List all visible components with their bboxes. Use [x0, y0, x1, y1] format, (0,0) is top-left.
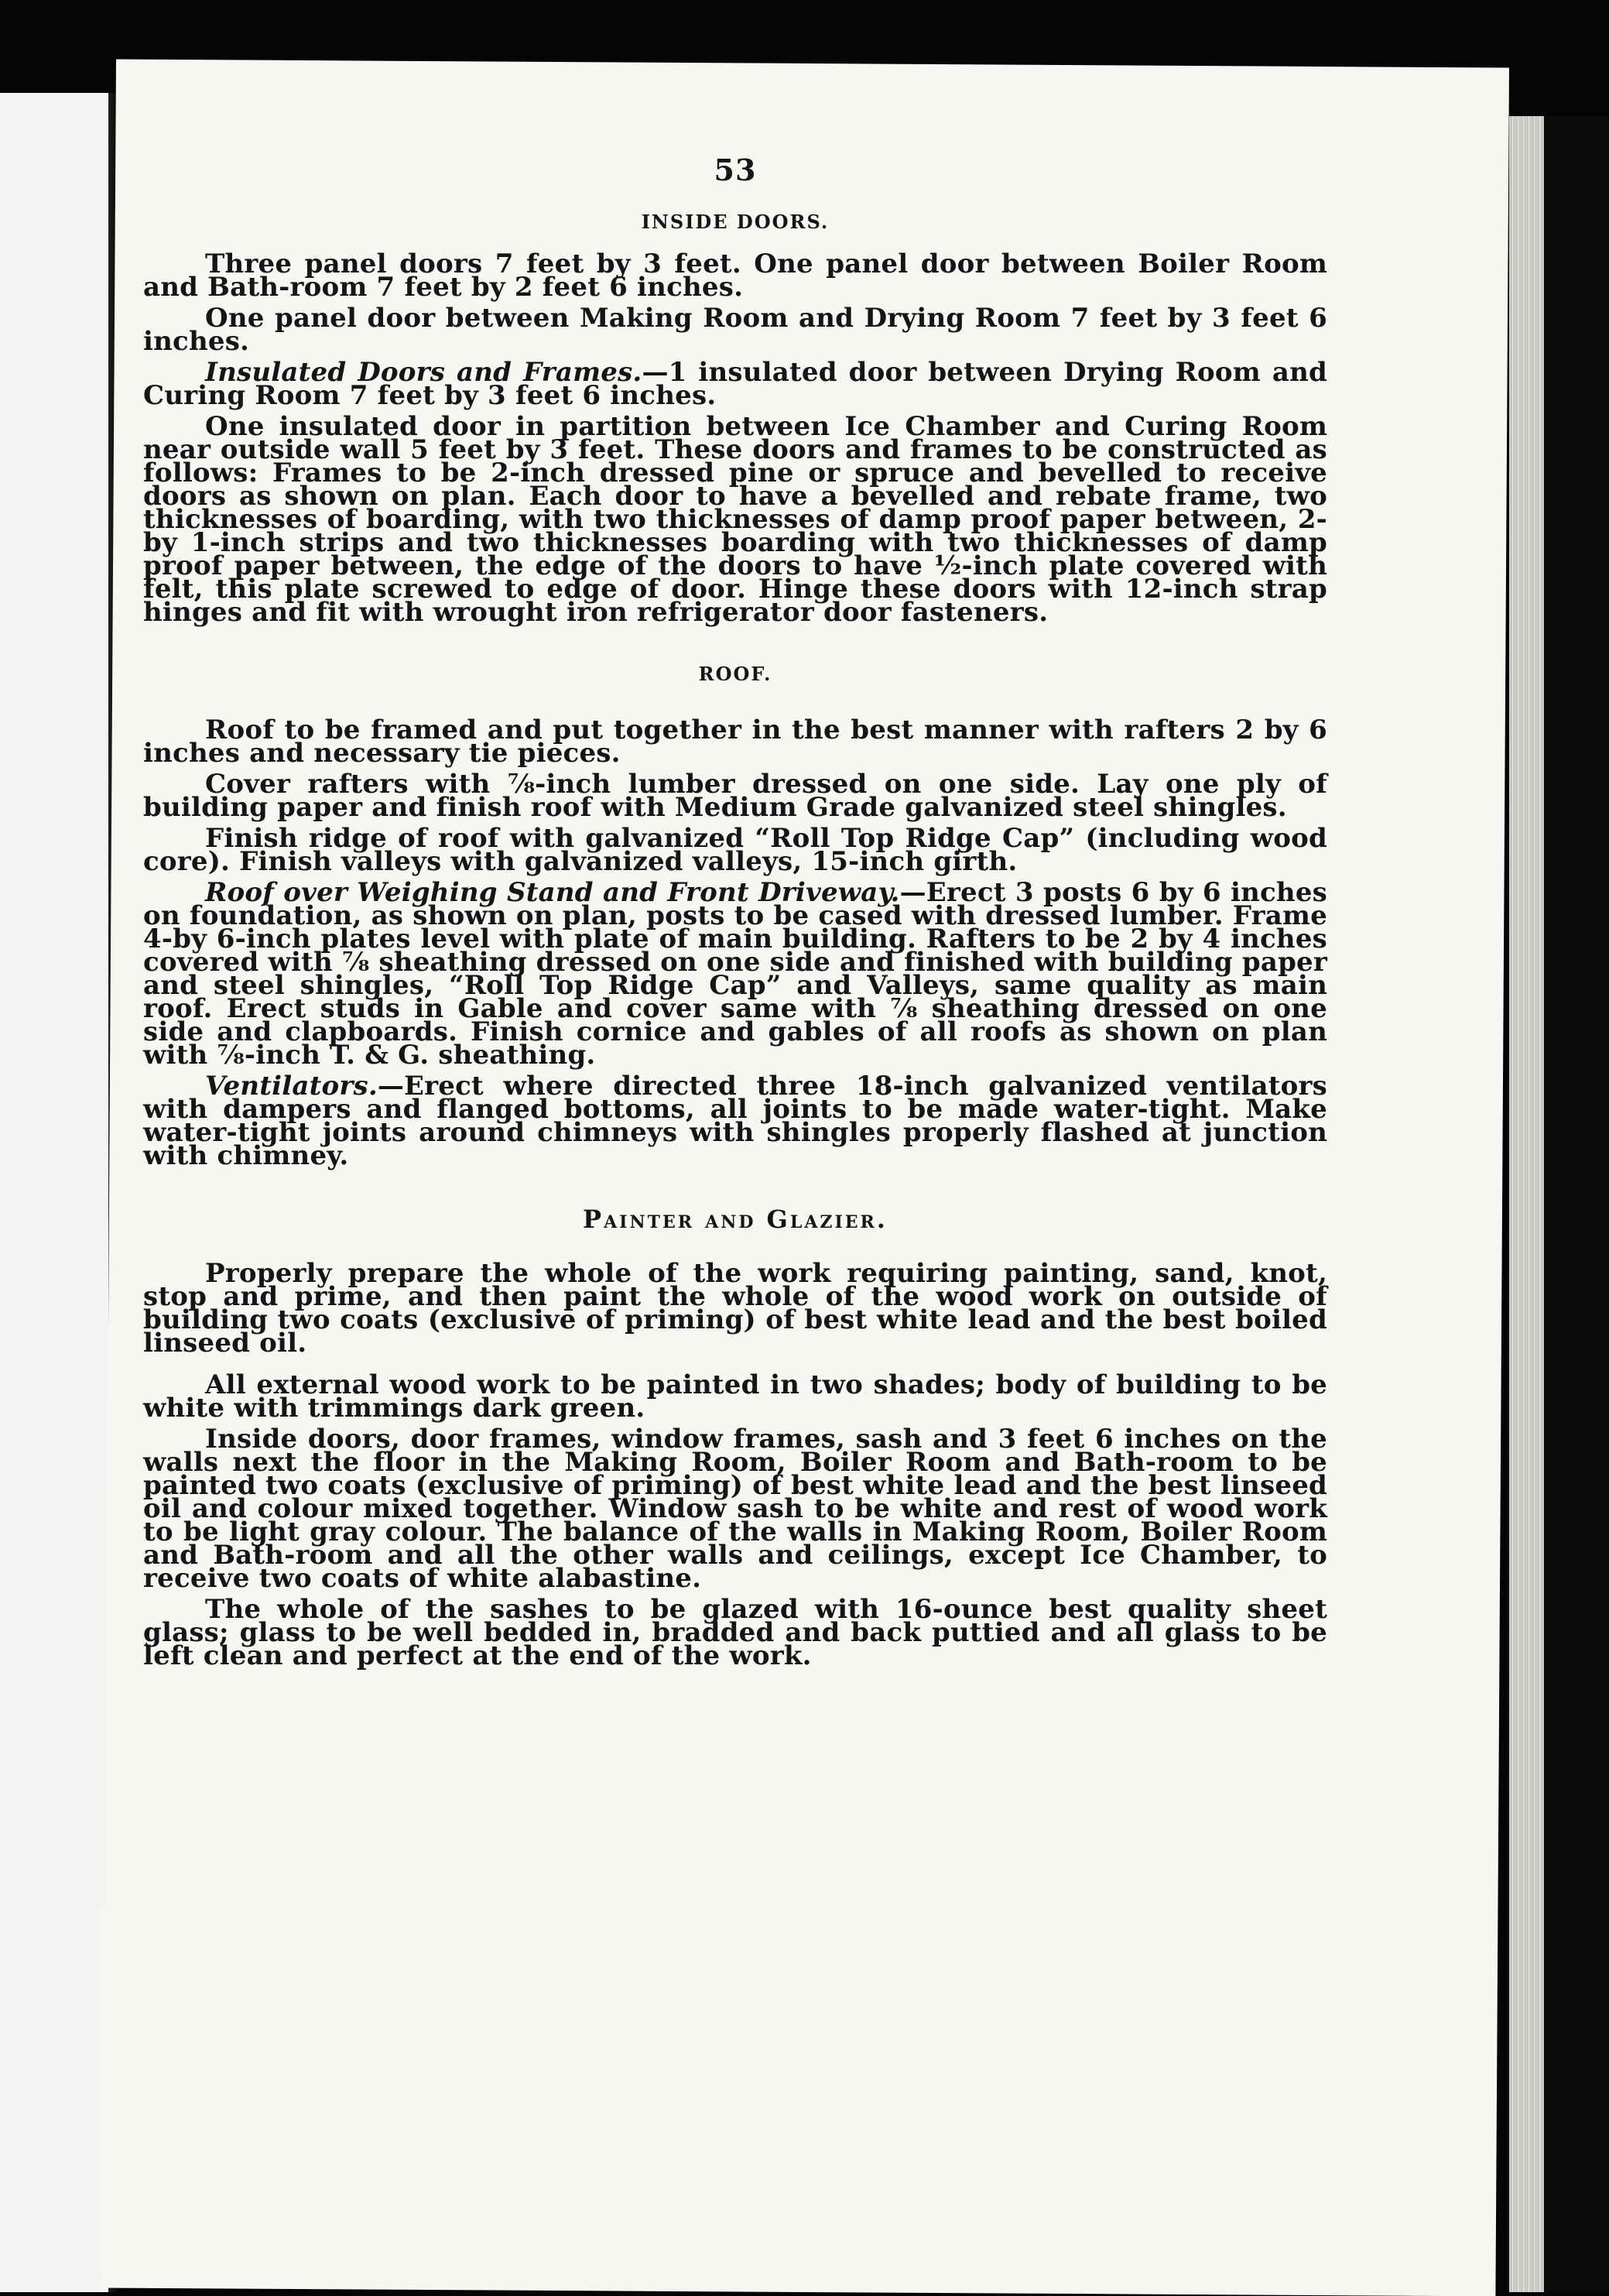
paragraph-text: Cover rafters with ⅞-inch lumber dressed on one side. Lay one ply of building paper and finish roof with Medium Grade galvanized steel shingles.: [143, 769, 1327, 823]
paragraph-text: Roof to be framed and put together in the best manner with rafters 2 by 6 inches and necessary tie pieces.: [143, 715, 1327, 769]
paragraph: [143, 823, 1327, 877]
page-number: 53: [714, 152, 757, 187]
paragraph-text: Three panel doors 7 feet by 3 feet. One panel door between Boiler Room and Bath-room 7 feet by 2 feet 6 inches.: [143, 248, 1327, 303]
paragraph: [143, 1594, 1327, 1671]
paragraph-lead: Ventilators.: [205, 1071, 378, 1102]
paragraph: [143, 1258, 1327, 1359]
paragraph: [143, 248, 1327, 303]
paragraph-text: Properly prepare the whole of the work requiring painting, sand, knot, stop and prime, and then paint the whole of the wood work on outside of building two coats (exclusive of priming) of best white lead and the best boiled linseed oil.: [143, 1258, 1327, 1359]
paragraph: [143, 1424, 1327, 1594]
paragraph: [143, 769, 1327, 823]
paragraph-text: One insulated door in partition between Ice Chamber and Curing Room near outside wall 5 feet by 3 feet. These doors and frames to be constructed as follows: Frames to be 2-inch dressed pine or spruce and bevelled to receive doors as shown on plan. Each door to have a bevelled and rebate frame, two thicknesses of boarding, with two thicknesses of damp proof paper between, 2-by 1-inch strips and two thicknesses boarding with two thicknesses of damp proof paper between, the edge of the doors to have ½-inch plate covered with felt, this plate screwed to edge of door. Hinge these doors with 12-inch strap hinges and fit with wrought iron refrigerator door fasteners.: [143, 411, 1327, 628]
paragraph-text: Finish ridge of roof with galvanized “Roll Top Ridge Cap” (including wood core). Finish valleys with galvanized valleys, 15-inch girth.: [143, 823, 1327, 877]
paragraph-text: All external wood work to be painted in two shades; body of building to be white with trimmings dark green.: [143, 1369, 1327, 1424]
section-heading-inside-doors: INSIDE DOORS.: [641, 211, 830, 233]
paragraph: [143, 1369, 1327, 1424]
page-content: [143, 152, 1327, 1675]
paragraph: [143, 715, 1327, 769]
paragraph-lead: Roof over Weighing Stand and Front Driveway.: [205, 877, 900, 908]
paragraph-text: —Erect where directed three 18-inch galvanized ventilators with dampers and flanged bottoms, all joints to be made water-tight. Make water-tight joints around chimneys with shingles properly flashed at junction with chimney.: [143, 1071, 1327, 1171]
paragraph-text: Inside doors, door frames, window frames, sash and 3 feet 6 inches on the walls next the floor in the Making Room, Boiler Room and Bath-room to be painted two coats (exclusive of priming) of best white lead and the best linseed oil and colour mixed together. Window sash to be white and rest of wood work to be light gray colour. The balance of the walls in Making Room, Boiler Room and Bath-room and all the other walls and ceilings, except Ice Chamber, to receive two coats of white alabastine.: [143, 1424, 1327, 1594]
paragraph: [143, 411, 1327, 628]
section-heading-painter-and-glazier: Painter and Glazier.: [583, 1205, 888, 1234]
paragraph-text: The whole of the sashes to be glazed with 16-ounce best quality sheet glass; glass to be well bedded in, bradded and back puttied and all glass to be left clean and perfect at the end of the work.: [143, 1594, 1327, 1671]
scan-background-right: [1544, 116, 1609, 2292]
paragraph-text: One panel door between Making Room and Drying Room 7 feet by 3 feet 6 inches.: [143, 303, 1327, 357]
paragraph-text: —Erect 3 posts 6 by 6 inches on foundation, as shown on plan, posts to be cased with dressed lumber. Frame 4-by 6-inch plates level with plate of main building. Rafters to be 2 by 4 inches covered with ⅞ sheathing dressed on one side and finished with building paper and steel shingles, “Roll Top Ridge Cap” and Valleys, same quality as main roof. Erect studs in Gable and cover same with ⅞ sheathing dressed on one side and clapboards. Finish cornice and gables of all roofs as shown on plan with ⅞-inch T. & G. sheathing.: [143, 877, 1327, 1071]
section-heading-roof: ROOF.: [698, 663, 772, 685]
facing-page-edge: [0, 93, 116, 2292]
paragraph-lead: Insulated Doors and Frames.: [205, 357, 642, 388]
paragraph: [143, 357, 1327, 411]
paragraph: [143, 877, 1327, 1071]
paragraph-text: —1 insulated door between Drying Room and Curing Room 7 feet by 3 feet 6 inches.: [143, 357, 1327, 411]
paragraph: [143, 1071, 1327, 1171]
page-stack-edge: [1509, 116, 1544, 2292]
paragraph: [143, 303, 1327, 357]
